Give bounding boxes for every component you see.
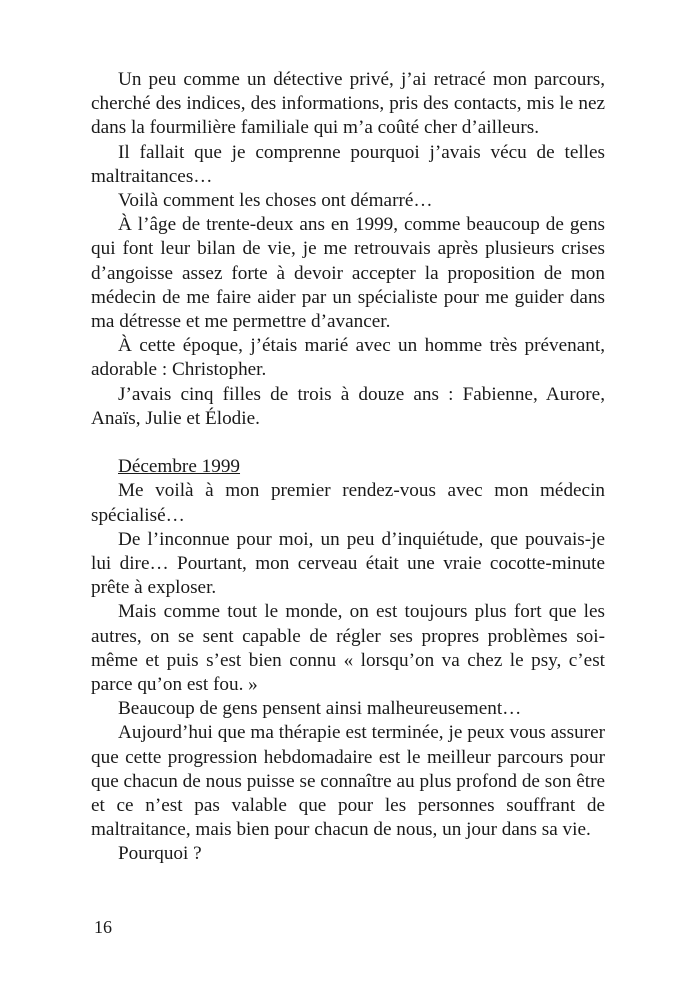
body-text: [91, 68, 605, 867]
paragraph: Un peu comme un détective privé, j’ai retracé mon parcours, cherché des indices, des informations, pris des contacts, mis le nez dans la fourmilière familiale qui m’a coûté cher d’ailleurs.: [91, 69, 605, 139]
paragraph: Il fallait que je comprenne pourquoi j’avais vécu de telles maltraitances…: [91, 141, 605, 187]
paragraph: J’avais cinq filles de trois à douze ans : Fabienne, Aurore, Anaïs, Julie et Élodie.: [91, 383, 605, 429]
paragraph: Voilà comment les choses ont démarré…: [118, 190, 433, 212]
paragraph: À cette époque, j’étais marié avec un homme très prévenant, adorable : Christopher.: [91, 335, 605, 381]
paragraph: À l’âge de trente-deux ans en 1999, comme beaucoup de gens qui font leur bilan de vie, je me retrouvais après plusieurs crises d’angoisse assez forte à devoir accepter la proposition de mon médecin de me faire aider par un spécialiste pour me guider dans ma détresse et me permettre d’avancer.: [91, 214, 605, 333]
paragraph: Aujourd’hui que ma thérapie est terminée, je peux vous assurer que cette progression hebdomadaire est le meilleur parcours pour que chacun de nous puisse se connaître au plus profond de son être et ce n’est pas valable que pour les personnes souffrant de maltraitance, mais bien pour chacun de nous, un jour dans sa vie.: [91, 722, 605, 841]
page-number: 16: [94, 917, 112, 937]
paragraph: Pourquoi ?: [118, 843, 202, 865]
paragraph: Mais comme tout le monde, on est toujours plus fort que les autres, on se sent capable de régler ses propres problèmes soi-même et puis s’est bien connu « lorsqu’on va chez le psy, c’est parce qu’on est fou. »: [91, 601, 605, 696]
paragraph: De l’inconnue pour moi, un peu d’inquiétude, que pouvais-je lui dire… Pourtant, mon cerveau était une vraie cocotte-minute prête à exploser.: [91, 528, 605, 599]
paragraph: Beaucoup de gens pensent ainsi malheureusement…: [118, 698, 522, 720]
paragraph: Me voilà à mon premier rendez-vous avec mon médecin spécialisé…: [91, 480, 605, 526]
section-heading: Décembre 1999: [118, 456, 241, 478]
